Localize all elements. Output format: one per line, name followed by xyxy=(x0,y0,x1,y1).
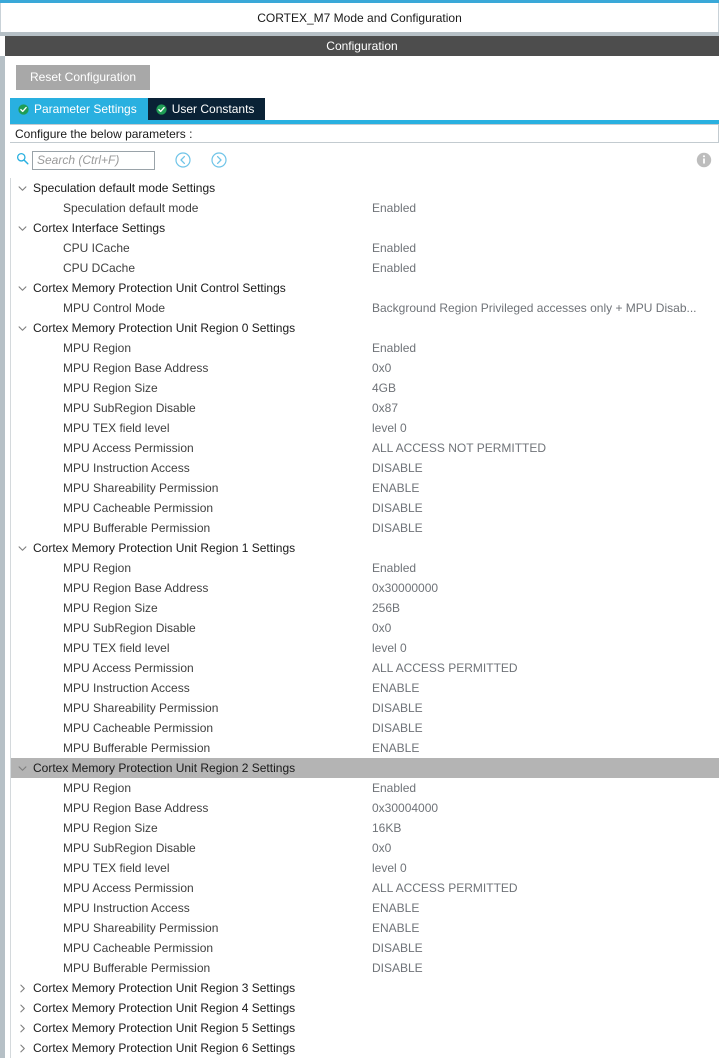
check-circle-icon xyxy=(156,104,167,115)
tree-parameter-value[interactable]: Enabled xyxy=(372,781,417,795)
tree-parameter-value[interactable]: Background Region Privileged accesses only + MPU Disab... xyxy=(372,301,697,315)
tree-parameter-value[interactable]: 0x30004000 xyxy=(372,801,439,815)
tree-parameter-row[interactable] xyxy=(11,938,719,958)
tree-parameter-row[interactable] xyxy=(11,298,719,318)
tree-parameter-row[interactable] xyxy=(11,818,719,838)
tree-parameter-value[interactable]: DISABLE xyxy=(372,461,423,475)
tree-parameter-value[interactable]: Enabled xyxy=(372,201,417,215)
tree-parameter-value[interactable]: ENABLE xyxy=(372,921,420,935)
tree-parameter-row[interactable] xyxy=(11,858,719,878)
chevron-down-icon[interactable] xyxy=(16,758,29,778)
tree-group-label: Cortex Memory Protection Unit Control Settings xyxy=(33,281,286,295)
tree-parameter-value[interactable]: DISABLE xyxy=(372,961,423,975)
info-icon[interactable] xyxy=(696,152,712,168)
tree-parameter-value[interactable]: Enabled xyxy=(372,261,417,275)
tree-parameter-value[interactable]: ALL ACCESS NOT PERMITTED xyxy=(372,441,547,455)
tree-parameter-row[interactable] xyxy=(11,838,719,858)
tree-parameter-row[interactable] xyxy=(11,498,719,518)
search-next-button[interactable] xyxy=(211,152,227,168)
reset-configuration-button[interactable]: Reset Configuration xyxy=(16,65,150,90)
tree-parameter-label: MPU Region Size xyxy=(63,381,158,395)
tree-parameter-value[interactable]: DISABLE xyxy=(372,501,423,515)
tree-parameter-value[interactable]: Enabled xyxy=(372,241,417,255)
chevron-right-icon[interactable] xyxy=(16,1038,29,1058)
tree-parameter-label: MPU Shareability Permission xyxy=(63,481,219,495)
tree-parameter-label: Speculation default mode xyxy=(63,201,199,215)
tree-parameter-value[interactable]: Enabled xyxy=(372,341,417,355)
tree-parameter-value[interactable]: DISABLE xyxy=(372,521,423,535)
tree-parameter-label: MPU Instruction Access xyxy=(63,461,190,475)
tree-group-row[interactable] xyxy=(11,1038,719,1058)
tree-group-label: Speculation default mode Settings xyxy=(33,181,216,195)
tree-parameter-row[interactable] xyxy=(11,258,719,278)
tree-parameter-row[interactable] xyxy=(11,198,719,218)
tree-parameter-row[interactable] xyxy=(11,698,719,718)
tree-group-row[interactable] xyxy=(11,758,719,778)
tree-parameter-label: MPU Bufferable Permission xyxy=(63,521,211,535)
tree-group-row[interactable] xyxy=(11,278,719,298)
tab-parameter-settings-label: Parameter Settings xyxy=(34,102,137,116)
tree-parameter-label: MPU Access Permission xyxy=(63,661,194,675)
tree-group-row[interactable] xyxy=(11,998,719,1018)
chevron-down-icon[interactable] xyxy=(16,318,29,338)
tree-parameter-label: MPU Cacheable Permission xyxy=(63,501,214,515)
tree-parameter-label: MPU SubRegion Disable xyxy=(63,621,196,635)
tree-parameter-label: MPU Bufferable Permission xyxy=(63,961,211,975)
tree-group-label: Cortex Memory Protection Unit Region 3 Settings xyxy=(33,981,296,995)
tree-group-row[interactable] xyxy=(11,178,719,198)
tree-parameter-label: CPU DCache xyxy=(63,261,136,275)
tree-group-label: Cortex Memory Protection Unit Region 6 Settings xyxy=(33,1041,296,1055)
chevron-right-icon[interactable] xyxy=(16,1018,29,1038)
tree-parameter-row[interactable] xyxy=(11,558,719,578)
configuration-panel xyxy=(0,56,719,1058)
tree-parameter-label: MPU Region xyxy=(63,781,132,795)
tree-group-row[interactable] xyxy=(11,978,719,998)
tab-user-constants-label: User Constants xyxy=(171,102,255,116)
tree-parameter-value[interactable]: DISABLE xyxy=(372,721,423,735)
tree-parameter-value[interactable]: 4GB xyxy=(372,381,397,395)
tree-parameter-label: MPU Region Base Address xyxy=(63,361,209,375)
tree-parameter-label: MPU Cacheable Permission xyxy=(63,721,214,735)
tree-parameter-value[interactable]: level 0 xyxy=(372,641,407,655)
search-icon xyxy=(16,152,29,168)
tree-parameter-row[interactable] xyxy=(11,918,719,938)
search-input[interactable] xyxy=(32,151,155,170)
chevron-down-icon[interactable] xyxy=(16,538,29,558)
tree-parameter-row[interactable] xyxy=(11,458,719,478)
tree-parameter-value[interactable]: ENABLE xyxy=(372,741,420,755)
tree-parameter-row[interactable] xyxy=(11,478,719,498)
tree-parameter-label: MPU Shareability Permission xyxy=(63,701,219,715)
tree-parameter-row[interactable] xyxy=(11,518,719,538)
tree-parameter-label: MPU TEX field level xyxy=(63,421,170,435)
tree-parameter-label: MPU SubRegion Disable xyxy=(63,841,196,855)
chevron-right-icon[interactable] xyxy=(16,998,29,1018)
tree-parameter-row[interactable] xyxy=(11,878,719,898)
tree-parameter-value[interactable]: ALL ACCESS PERMITTED xyxy=(372,661,518,675)
tree-parameter-label: MPU Control Mode xyxy=(63,301,166,315)
tree-parameter-label: MPU Region xyxy=(63,341,132,355)
tree-parameter-label: CPU ICache xyxy=(63,241,130,255)
tree-parameter-value[interactable]: ALL ACCESS PERMITTED xyxy=(372,881,518,895)
tree-parameter-value[interactable]: Enabled xyxy=(372,561,417,575)
window-title: CORTEX_M7 Mode and Configuration xyxy=(0,3,719,32)
tree-parameter-label: MPU TEX field level xyxy=(63,641,170,655)
tree-parameter-label: MPU Region Size xyxy=(63,821,158,835)
tree-parameter-row[interactable] xyxy=(11,718,719,738)
tree-parameter-row[interactable] xyxy=(11,438,719,458)
tree-group-label: Cortex Memory Protection Unit Region 4 Settings xyxy=(33,1001,296,1015)
tree-parameter-label: MPU Access Permission xyxy=(63,441,194,455)
tree-parameter-label: MPU SubRegion Disable xyxy=(63,401,196,415)
tree-parameter-value[interactable]: ENABLE xyxy=(372,901,420,915)
tree-parameter-value[interactable]: 0x0 xyxy=(372,361,392,375)
tree-parameter-row[interactable] xyxy=(11,358,719,378)
tree-parameter-row[interactable] xyxy=(11,398,719,418)
tree-parameter-row[interactable] xyxy=(11,738,719,758)
tree-parameter-value[interactable]: level 0 xyxy=(372,861,407,875)
tree-parameter-row[interactable] xyxy=(11,338,719,358)
tree-parameter-row[interactable] xyxy=(11,618,719,638)
configure-note: Configure the below parameters : xyxy=(10,124,719,143)
tree-parameter-value[interactable]: ENABLE xyxy=(372,681,420,695)
tree-parameter-value[interactable]: 0x87 xyxy=(372,401,399,415)
tree-parameter-row[interactable] xyxy=(11,598,719,618)
tree-parameter-row[interactable] xyxy=(11,378,719,398)
tree-parameter-value[interactable]: DISABLE xyxy=(372,701,423,715)
tree-parameter-label: MPU Region Base Address xyxy=(63,801,209,815)
tree-parameter-row[interactable] xyxy=(11,578,719,598)
chevron-right-icon[interactable] xyxy=(16,978,29,998)
tree-group-label: Cortex Memory Protection Unit Region 2 Settings xyxy=(33,761,296,775)
tree-parameter-label: MPU Shareability Permission xyxy=(63,921,219,935)
tree-parameter-value[interactable]: 0x0 xyxy=(372,841,392,855)
tree-group-label: Cortex Memory Protection Unit Region 1 Settings xyxy=(33,541,296,555)
chevron-down-icon[interactable] xyxy=(16,178,29,198)
tree-parameter-label: MPU Region xyxy=(63,561,132,575)
tree-parameter-row[interactable] xyxy=(11,238,719,258)
panel-toolbar xyxy=(5,56,719,98)
tree-parameter-value[interactable]: 0x30000000 xyxy=(372,581,439,595)
tab-parameter-settings[interactable] xyxy=(10,98,148,120)
tree-parameter-row[interactable] xyxy=(11,898,719,918)
tab-bar xyxy=(5,98,719,120)
tree-group-label: Cortex Memory Protection Unit Region 0 Settings xyxy=(33,321,296,335)
tree-group-row[interactable] xyxy=(11,1018,719,1038)
tree-parameter-label: MPU Region Size xyxy=(63,601,158,615)
tree-parameter-label: MPU Instruction Access xyxy=(63,901,190,915)
tree-parameter-row[interactable] xyxy=(11,418,719,438)
parameter-tree[interactable] xyxy=(10,178,719,1058)
tree-group-label: Cortex Interface Settings xyxy=(33,221,166,235)
check-circle-icon xyxy=(18,104,29,115)
tree-parameter-row[interactable] xyxy=(11,678,719,698)
tree-parameter-label: MPU TEX field level xyxy=(63,861,170,875)
tree-parameter-label: MPU Access Permission xyxy=(63,881,194,895)
tree-parameter-label: MPU Bufferable Permission xyxy=(63,741,211,755)
tree-parameter-value[interactable]: DISABLE xyxy=(372,941,423,955)
tree-group-row[interactable] xyxy=(11,218,719,238)
configuration-section-header: Configuration xyxy=(5,36,719,56)
tree-parameter-value[interactable]: ENABLE xyxy=(372,481,420,495)
tree-parameter-row[interactable] xyxy=(11,958,719,978)
tree-group-row[interactable] xyxy=(11,538,719,558)
search-toolbar xyxy=(10,143,719,178)
tree-parameter-value[interactable]: level 0 xyxy=(372,421,407,435)
tree-parameter-value[interactable]: 0x0 xyxy=(372,621,392,635)
tree-parameter-label: MPU Region Base Address xyxy=(63,581,209,595)
tree-parameter-label: MPU Cacheable Permission xyxy=(63,941,214,955)
tree-parameter-label: MPU Instruction Access xyxy=(63,681,190,695)
tree-parameter-row[interactable] xyxy=(11,778,719,798)
tree-parameter-row[interactable] xyxy=(11,658,719,678)
search-previous-button[interactable] xyxy=(175,152,191,168)
tree-group-row[interactable] xyxy=(11,318,719,338)
tab-user-constants[interactable] xyxy=(148,98,266,120)
tree-group-label: Cortex Memory Protection Unit Region 5 Settings xyxy=(33,1021,296,1035)
tree-parameter-value[interactable]: 16KB xyxy=(372,821,402,835)
tree-parameter-row[interactable] xyxy=(11,638,719,658)
tree-parameter-value[interactable]: 256B xyxy=(372,601,401,615)
tree-parameter-row[interactable] xyxy=(11,798,719,818)
chevron-down-icon[interactable] xyxy=(16,278,29,298)
chevron-down-icon[interactable] xyxy=(16,218,29,238)
